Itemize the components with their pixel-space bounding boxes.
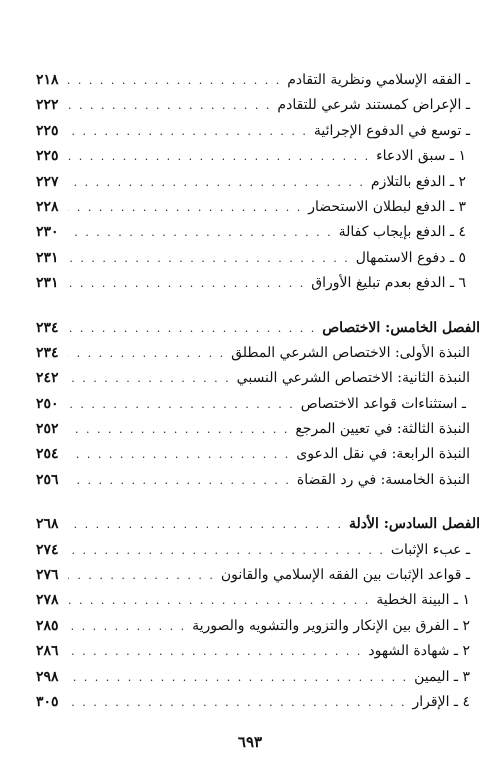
- dot-leader: [68, 144, 370, 169]
- toc-row[interactable]: [36, 271, 480, 296]
- toc-row[interactable]: [36, 68, 480, 93]
- entry-title: ٢ ـ شهادة الشهود: [368, 643, 470, 660]
- entry-title: النبذة الثالثة: في تعيين المرجع: [295, 421, 470, 438]
- page-ref: ٢٦٨: [36, 516, 59, 533]
- dot-leader: [68, 316, 316, 341]
- entry-title: ـ الإعراض كمستند شرعي للتقادم: [277, 97, 470, 114]
- toc-row[interactable]: [36, 614, 480, 639]
- toc-row[interactable]: [36, 316, 480, 341]
- page-ref: ٢٧٤: [36, 541, 59, 558]
- dot-leader: [68, 512, 343, 537]
- entry-title: النبذة الرابعة: في نقل الدعوى: [296, 446, 470, 463]
- page-ref: ٢٣١: [36, 249, 59, 266]
- toc-row[interactable]: [36, 665, 480, 690]
- entry-title: ١ ـ سبق الادعاء: [376, 148, 466, 165]
- page-ref: ٢٨٦: [36, 643, 59, 660]
- page-ref: ٣٠٥: [36, 693, 59, 710]
- page-ref: ٢١٨: [36, 72, 59, 88]
- dot-leader: [68, 442, 290, 467]
- page-ref: ٢٩٨: [36, 668, 59, 685]
- dot-leader: [68, 614, 186, 639]
- dot-leader: [68, 195, 302, 220]
- toc-row[interactable]: [36, 246, 480, 271]
- dot-leader: [68, 468, 291, 493]
- toc-row[interactable]: [36, 417, 480, 442]
- toc-row[interactable]: [36, 392, 480, 417]
- dot-leader: [68, 417, 289, 442]
- page-ref: ٢٥٠: [36, 395, 59, 412]
- page-ref: ٢٣٤: [36, 319, 59, 336]
- page-ref: ٢٥٦: [36, 471, 59, 488]
- toc-row[interactable]: [36, 468, 480, 493]
- entry-title: ١ ـ البينة الخطية: [376, 592, 470, 609]
- entry-title: ٥ ـ دفوع الاستمهال: [355, 249, 466, 266]
- page-ref: ٢٧٦: [36, 567, 59, 584]
- entry-title: ـ الفقه الإسلامي ونظرية التقادم: [287, 72, 470, 88]
- toc-row[interactable]: [36, 690, 480, 715]
- entry-title: النبذة الخامسة: في رد القضاة: [296, 471, 470, 488]
- page-ref: ٢٥٤: [36, 446, 59, 463]
- page-ref: ٢٢٥: [36, 148, 59, 165]
- page-ref: ٢٤٢: [36, 370, 59, 387]
- entry-title: النبذة الثانية: الاختصاص الشرعي النسبي: [236, 370, 470, 387]
- entry-title: ـ عبء الإثبات: [390, 541, 470, 558]
- toc-row[interactable]: [36, 512, 480, 537]
- dot-leader: [68, 392, 295, 417]
- dot-leader: [68, 639, 362, 664]
- page-ref: ٢٣١: [36, 275, 59, 292]
- toc-row[interactable]: [36, 639, 480, 664]
- page-ref: ٢٣٤: [36, 344, 59, 361]
- entry-title: النبذة الأولى: الاختصاص الشرعي المطلق: [231, 344, 470, 361]
- toc-row[interactable]: [36, 366, 480, 391]
- toc-row[interactable]: [36, 93, 480, 118]
- toc-row[interactable]: [36, 538, 480, 563]
- page-ref: ٢٨٥: [36, 617, 59, 634]
- page-ref: ٢٢٥: [36, 122, 59, 139]
- entry-title: ٢ ـ الفرق بين الإنكار والتزوير والتشويه والصورية: [192, 617, 470, 634]
- dot-leader: [68, 563, 215, 588]
- page-ref: ٢٢٢: [36, 97, 59, 114]
- page-ref: ٢٥٢: [36, 421, 59, 438]
- toc-row[interactable]: [36, 563, 480, 588]
- page-ref: ٢٧٨: [36, 592, 59, 609]
- page-ref: ٢٢٧: [36, 173, 59, 190]
- dot-leader: [68, 366, 231, 391]
- toc-row[interactable]: [36, 588, 480, 613]
- dot-leader: [68, 665, 408, 690]
- section-gap: [36, 493, 480, 512]
- dot-leader: [68, 341, 225, 366]
- toc-row[interactable]: [36, 119, 480, 144]
- entry-title: ـ قواعد الإثبات بين الفقه الإسلامي والقانون: [220, 567, 470, 584]
- dot-leader: [68, 246, 350, 271]
- entry-title: ٢ ـ الدفع بالتلازم: [370, 173, 466, 190]
- entry-title: ٦ ـ الدفع بعدم تبليغ الأوراق: [311, 275, 466, 292]
- toc-row[interactable]: [36, 144, 480, 169]
- dot-leader: [68, 119, 308, 144]
- dot-leader: [68, 220, 333, 245]
- dot-leader: [68, 170, 365, 195]
- entry-title: ٣ ـ اليمين: [414, 668, 470, 685]
- entry-title: ٣ ـ الدفع لبطلان الاستحضار: [308, 198, 466, 215]
- toc-row[interactable]: [36, 170, 480, 195]
- page-ref: ٢٣٠: [36, 224, 59, 241]
- page-ref: ٢٢٨: [36, 198, 59, 215]
- dot-leader: [68, 538, 385, 563]
- entry-title: ٤ ـ الإقرار: [412, 693, 470, 710]
- chapter-title: الفصل الخامس: الاختصاص: [322, 319, 480, 336]
- dot-leader: [68, 93, 271, 118]
- section-gap: [36, 297, 480, 316]
- dot-leader: [68, 588, 370, 613]
- entry-title: ـ توسع في الدفوع الإجرائية: [313, 122, 470, 139]
- entry-title: ـ استثناءات قواعد الاختصاص: [300, 395, 466, 412]
- dot-leader: [68, 271, 305, 296]
- entry-title: ٤ ـ الدفع بإيجاب كفالة: [338, 224, 466, 241]
- toc-row[interactable]: [36, 195, 480, 220]
- chapter-title: الفصل السادس: الأدلة: [348, 516, 480, 533]
- table-of-contents: [36, 68, 480, 715]
- page-number: ٦٩٣: [237, 733, 263, 751]
- toc-row[interactable]: [36, 341, 480, 366]
- dot-leader: [68, 690, 407, 715]
- toc-row[interactable]: [36, 220, 480, 245]
- dot-leader: [68, 68, 281, 93]
- toc-row[interactable]: [36, 442, 480, 467]
